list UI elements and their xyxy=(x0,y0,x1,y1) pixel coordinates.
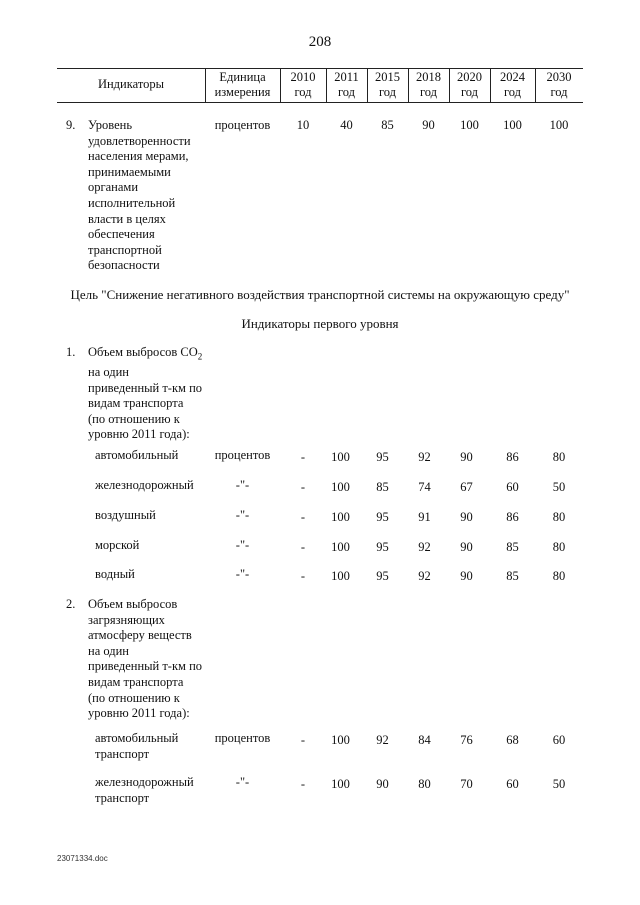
value-cell: 60 xyxy=(552,733,566,747)
year-label: 2011 xyxy=(334,70,359,84)
value-cell: 68 xyxy=(506,733,519,747)
sub-row-unit: -"- xyxy=(235,775,250,789)
value-cell: 76 xyxy=(460,733,473,747)
sub-row-label: морской xyxy=(95,538,140,552)
value-cell: - xyxy=(300,450,306,464)
value-cell: - xyxy=(300,510,306,524)
indicator-line: видам транспорта xyxy=(88,396,184,411)
value-cell: 95 xyxy=(376,540,389,554)
value-cell: 67 xyxy=(460,480,473,494)
value-cell: 60 xyxy=(506,777,519,791)
year-label: 2030 xyxy=(546,70,572,84)
page-number: 208 xyxy=(308,34,332,50)
value-cell: 90 xyxy=(422,118,435,132)
indicator-line: транспортной xyxy=(88,242,162,257)
year-header-cell xyxy=(535,70,583,100)
value-cell: - xyxy=(300,777,306,791)
sub-row-label xyxy=(95,731,178,762)
indicator-line: обеспечения xyxy=(88,227,155,242)
header-unit: Единица измерения xyxy=(214,70,271,99)
value-cell: 85 xyxy=(381,118,394,132)
value-cell: 100 xyxy=(503,118,522,132)
value-cell: 92 xyxy=(418,569,431,583)
value-cell: 95 xyxy=(376,569,389,583)
value-cell: 60 xyxy=(506,480,519,494)
indicator-line: исполнительной xyxy=(88,195,176,210)
value-cell: 90 xyxy=(460,569,473,583)
value-cell: 50 xyxy=(552,480,566,494)
year-label: 2024 xyxy=(500,70,525,84)
year-header-cell xyxy=(408,70,449,100)
value-cell: 84 xyxy=(418,733,431,747)
indicator-line: приведенный т-км по xyxy=(88,380,203,395)
value-cell: 86 xyxy=(506,450,519,464)
sub-row-unit: -"- xyxy=(235,567,250,581)
value-cell: - xyxy=(300,733,306,747)
sub-row-label: железнодорожный xyxy=(95,478,194,492)
row9-indicator-name xyxy=(88,118,191,274)
sub-row-label xyxy=(95,775,194,806)
indicator-line: Объем выбросов $СО_2$ xyxy=(88,345,203,362)
indicator-line: атмосферу веществ xyxy=(88,628,192,643)
row9-unit: процентов xyxy=(214,118,271,132)
sub-row-label: автомобильный xyxy=(95,448,179,462)
value-cell: 80 xyxy=(552,510,566,524)
sub-row-unit: -"- xyxy=(235,508,250,522)
year-word: год xyxy=(419,85,438,99)
row-number: 9. xyxy=(66,118,76,132)
value-cell: 50 xyxy=(552,777,566,791)
label-line: автомобильный xyxy=(95,731,179,745)
sub-row-unit: -"- xyxy=(235,538,250,552)
year-header-cell xyxy=(449,70,490,100)
value-cell: 95 xyxy=(376,450,389,464)
sub-row-unit: процентов xyxy=(214,731,271,745)
value-cell: 92 xyxy=(418,540,431,554)
value-cell: 10 xyxy=(296,118,310,132)
value-cell: 100 xyxy=(331,569,350,583)
header-top-rule xyxy=(57,68,583,69)
item1-indicator-name xyxy=(88,345,202,443)
item1-number: 1. xyxy=(66,345,76,359)
value-cell: 91 xyxy=(418,510,431,524)
value-cell: 80 xyxy=(552,540,566,554)
indicator-line: на один xyxy=(88,643,129,658)
value-cell: 90 xyxy=(460,510,473,524)
value-cell: - xyxy=(300,480,306,494)
value-cell: 74 xyxy=(418,480,431,494)
sub-row-unit: -"- xyxy=(235,478,250,492)
header-indicators: Индикаторы xyxy=(97,77,165,91)
indicator-line: органами xyxy=(88,180,139,195)
value-cell: 90 xyxy=(376,777,389,791)
value-cell: 70 xyxy=(460,777,473,791)
year-header-cell xyxy=(367,70,408,100)
indicator-line: удовлетворенности xyxy=(88,133,191,148)
value-cell: 100 xyxy=(331,510,350,524)
sub-row-label: воздушный xyxy=(95,508,156,522)
value-cell: - xyxy=(300,569,306,583)
indicator-line: Уровень xyxy=(88,118,133,132)
sub-row-unit: процентов xyxy=(214,448,271,462)
indicator-line: приведенный т-км по xyxy=(88,659,203,674)
value-cell: 100 xyxy=(331,540,350,554)
indicator-line: (по отношению к xyxy=(88,411,180,426)
value-cell: 85 xyxy=(376,480,389,494)
value-cell: 100 xyxy=(331,480,350,494)
indicator-line: загрязняющих xyxy=(88,612,165,627)
indicator-line: принимаемыми xyxy=(88,164,171,179)
value-cell: 90 xyxy=(460,540,473,554)
value-cell: 85 xyxy=(506,540,519,554)
level-title: Индикаторы первого уровня xyxy=(241,316,399,331)
label-line: транспорт xyxy=(95,790,150,805)
year-label: 2020 xyxy=(457,70,482,84)
year-word: год xyxy=(550,85,568,99)
indicator-line: власти в целях xyxy=(88,211,166,226)
year-word: год xyxy=(503,85,522,99)
value-cell: - xyxy=(300,540,306,554)
label-line: транспорт xyxy=(95,746,150,761)
indicator-line: видам транспорта xyxy=(88,674,184,689)
year-word: год xyxy=(337,85,356,99)
item2-number: 2. xyxy=(66,597,76,611)
year-word: год xyxy=(460,85,479,99)
indicator-line: (по отношению к xyxy=(88,690,180,705)
value-cell: 92 xyxy=(376,733,389,747)
year-word: год xyxy=(294,85,312,99)
value-cell: 95 xyxy=(376,510,389,524)
label-line: железнодорожный xyxy=(95,775,194,789)
value-cell: 90 xyxy=(460,450,473,464)
indicator-line: безопасности xyxy=(88,258,160,273)
year-header-cell xyxy=(280,70,326,100)
value-cell: 80 xyxy=(552,569,566,583)
value-cell: 85 xyxy=(506,569,519,583)
indicator-line: уровню 2011 года): xyxy=(88,706,190,721)
value-cell: 86 xyxy=(506,510,519,524)
value-cell: 80 xyxy=(552,450,566,464)
value-cell: 100 xyxy=(331,777,350,791)
year-header-cell xyxy=(326,70,367,100)
indicator-line: уровню 2011 года): xyxy=(88,427,190,442)
value-cell: 80 xyxy=(418,777,431,791)
goal-title: Цель "Снижение негативного воздействия транспортной системы на окружающую среду" xyxy=(70,287,570,302)
year-label: 2015 xyxy=(375,70,400,84)
year-label: 2010 xyxy=(290,70,316,84)
value-cell: 40 xyxy=(340,118,353,132)
sub-row-label: водный xyxy=(95,567,135,581)
value-cell: 92 xyxy=(418,450,431,464)
indicator-line: на один xyxy=(88,365,129,380)
indicator-line: Объем выбросов xyxy=(88,597,178,611)
subscript: 2 xyxy=(197,351,203,362)
value-cell: 100 xyxy=(331,733,350,747)
year-label: 2018 xyxy=(416,70,441,84)
file-name-footer: 23071334.doc xyxy=(57,854,108,863)
indicator-line: населения мерами, xyxy=(88,149,189,164)
year-header-cell xyxy=(490,70,535,100)
value-cell: 100 xyxy=(331,450,350,464)
item2-indicator-name xyxy=(88,597,202,722)
header-bottom-rule xyxy=(57,102,583,103)
year-word: год xyxy=(378,85,397,99)
value-cell: 100 xyxy=(549,118,569,132)
value-cell: 100 xyxy=(460,118,479,132)
